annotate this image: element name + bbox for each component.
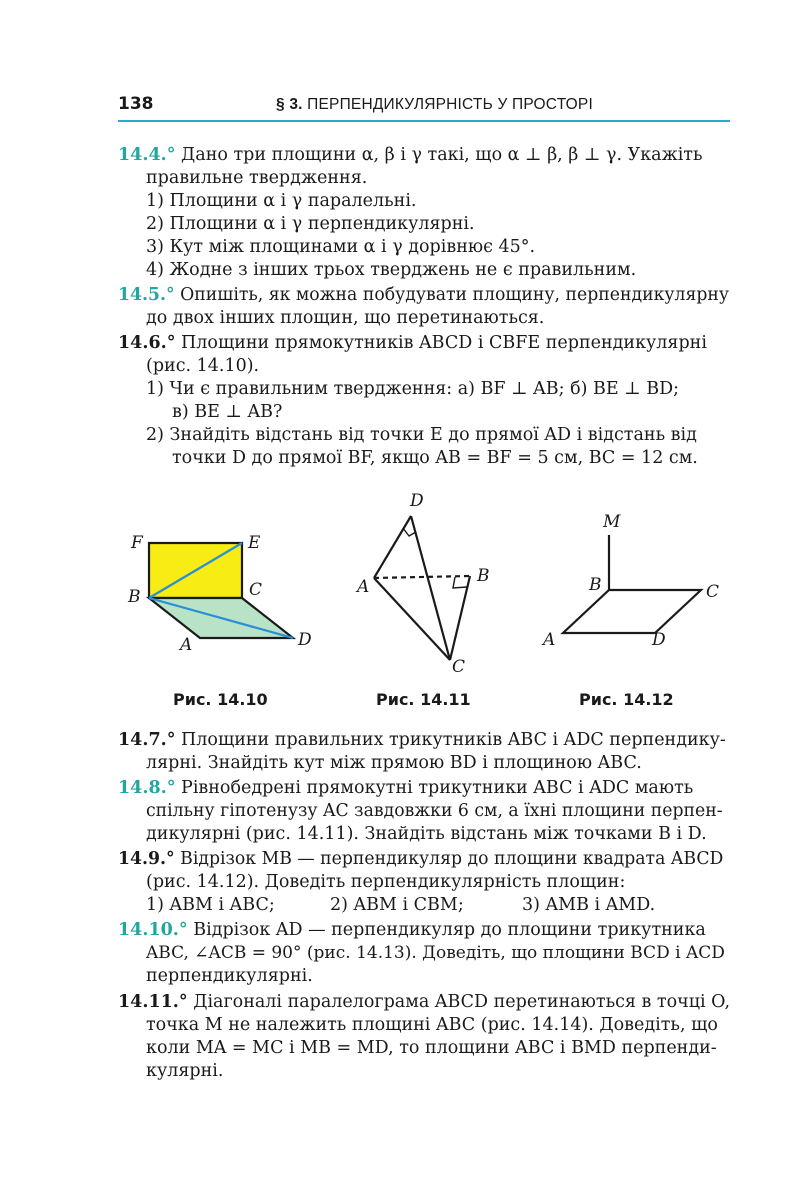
problem-14-6-line-2: (рис. 14.10). xyxy=(146,356,260,376)
fig-14-12-label-c: C xyxy=(706,582,720,602)
page-number: 138 xyxy=(118,94,154,114)
caption-14-12: Рис. 14.12 xyxy=(579,690,674,709)
problem-14-8-line-1: 14.8.° Рівнобедрені прямокутні трикутники ABC і ADC мають xyxy=(118,778,694,798)
fig-14-12-label-a: A xyxy=(543,630,556,650)
fig-14-12-label-b: B xyxy=(589,575,602,595)
problem-14-11-line-3: коли MA = MC і MB = MD, то площини ABC і BMD перпенди- xyxy=(146,1038,717,1058)
problem-14-6-item-2-cont: точки D до прямої BF, якщо AB = BF = 5 см, BC = 12 см. xyxy=(172,448,698,468)
problem-14-11-line-1: 14.11.° Діагоналі паралелограма ABCD перетинаються в точці O, xyxy=(118,992,731,1012)
fig-14-11-label-a: A xyxy=(357,577,370,597)
problem-14-4-option-3: 3) Кут між площинами α і γ дорівнює 45°. xyxy=(146,237,536,257)
fig-14-11-label-c: C xyxy=(452,657,466,677)
fig-14-10-label-e: E xyxy=(248,533,261,553)
problem-14-9-option-3: 3) AMB і AMD. xyxy=(522,895,656,915)
problem-14-7-line-2: лярні. Знайдіть кут між прямою BD і площиною ABC. xyxy=(146,753,642,773)
figure-14-12 xyxy=(541,512,719,650)
problem-14-4-line-1: 14.4.° Дано три площини α, β і γ такі, що α ⊥ β, β ⊥ γ. Укажіть xyxy=(118,145,703,165)
fig-14-10-label-f: F xyxy=(131,533,143,553)
problem-14-4-option-4: 4) Жодне з інших трьох тверджень не є правильним. xyxy=(146,260,637,280)
fig-14-11-edge-da xyxy=(374,516,411,578)
problem-14-9-line-1: 14.9.° Відрізок MB — перпендикуляр до площини квадрата ABCD xyxy=(118,849,724,869)
problem-14-9-line-2: (рис. 14.12). Доведіть перпендикулярність площин: xyxy=(146,872,626,892)
fig-14-11-right-angle-b xyxy=(453,577,467,588)
fig-14-11-edge-ab-hidden xyxy=(374,576,470,578)
fig-14-11-label-d: D xyxy=(410,491,424,511)
problem-14-8-line-3: дикулярні (рис. 14.11). Знайдіть відстань між точками B і D. xyxy=(146,824,707,844)
section-title: § 3. ПЕРПЕНДИКУЛЯРНІСТЬ У ПРОСТОРІ xyxy=(276,96,593,113)
problem-14-7-line-1: 14.7.° Площини правильних трикутників ABC і ADC перпендику- xyxy=(118,730,726,750)
problem-14-5-line-2: до двох інших площин, що перетинаються. xyxy=(146,308,545,328)
fig-14-12-square-abcd xyxy=(563,590,701,633)
problem-14-10-line-1: 14.10.° Відрізок AD — перпендикуляр до площини трикутника xyxy=(118,920,706,940)
problem-14-9-option-1: 1) ABM і ABC; xyxy=(146,895,275,915)
problem-14-11-line-4: кулярні. xyxy=(146,1061,224,1081)
problem-14-11-line-2: точка M не належить площині ABC (рис. 14.14). Доведіть, що xyxy=(146,1015,718,1035)
fig-14-12-label-d: D xyxy=(652,630,666,650)
problem-14-4-line-2: правильне твердження. xyxy=(146,168,368,188)
problem-14-4-option-2: 2) Площини α і γ перпендикулярні. xyxy=(146,214,475,234)
problem-14-4-option-1: 1) Площини α і γ паралельні. xyxy=(146,191,417,211)
problem-14-10-line-2: ABC, ∠ACB = 90° (рис. 14.13). Доведіть, що площини BCD і ACD xyxy=(146,943,725,963)
problem-14-6-item-1: 1) Чи є правильним твердження: а) BF ⊥ AB; б) BE ⊥ BD; xyxy=(146,379,680,399)
fig-14-12-label-m: M xyxy=(603,512,621,532)
fig-14-10-label-b: B xyxy=(128,587,141,607)
caption-14-11: Рис. 14.11 xyxy=(376,690,471,709)
problem-14-5-line-1: 14.5.° Опишіть, як можна побудувати площину, перпендикулярну xyxy=(118,285,730,305)
figure-14-10 xyxy=(127,533,312,655)
problem-14-6-line-1: 14.6.° Площини прямокутників ABCD і CBFE перпендикулярні xyxy=(118,333,707,353)
caption-14-10: Рис. 14.10 xyxy=(173,690,268,709)
fig-14-10-label-c: C xyxy=(249,580,263,600)
problem-14-6-item-1-cont: в) BE ⊥ AB? xyxy=(172,402,283,422)
problem-14-6-item-2: 2) Знайдіть відстань від точки E до прямої AD і відстань від xyxy=(146,425,697,445)
problem-14-10-line-3: перпендикулярні. xyxy=(146,966,313,986)
fig-14-11-label-b: B xyxy=(477,566,490,586)
fig-14-10-label-d: D xyxy=(298,630,312,650)
problem-14-8-line-2: спільну гіпотенузу AC завдовжки 6 см, а їхні площини перпен- xyxy=(146,801,723,821)
figure-14-11 xyxy=(355,491,490,677)
problem-14-9-option-2: 2) ABM і CBM; xyxy=(330,895,464,915)
fig-14-10-label-a: A xyxy=(180,635,193,655)
